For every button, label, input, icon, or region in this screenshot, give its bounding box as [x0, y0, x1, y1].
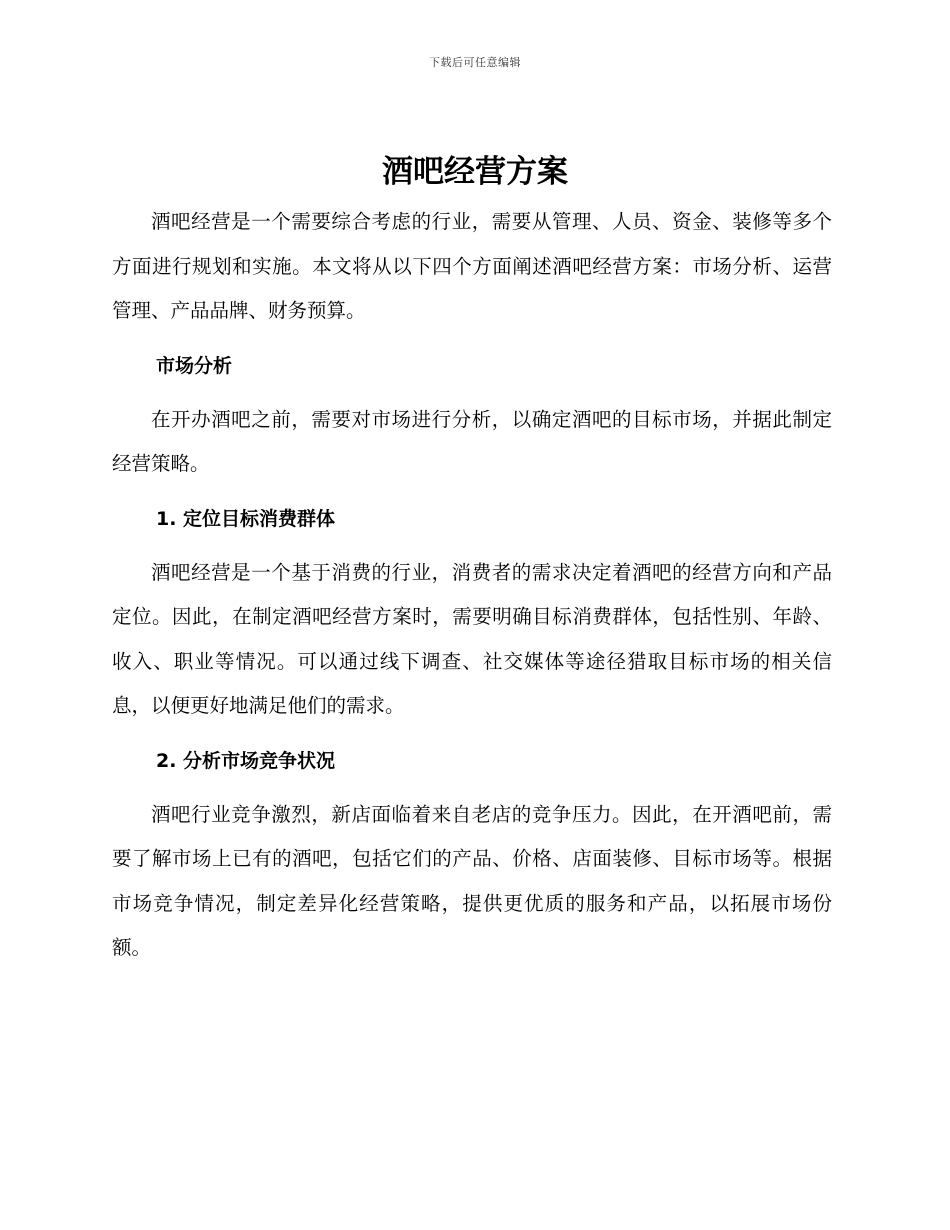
market-analysis-paragraph: 在开办酒吧之前，需要对市场进行分析，以确定酒吧的目标市场，并据此制定经营策略。 — [112, 407, 832, 475]
target-consumers-paragraph: 酒吧经营是一个基于消费的行业，消费者的需求决定着酒吧的经营方向和产品定位。因此，在制定酒吧经营方案时，需要明确目标消费群体，包括性别、年龄、收入、职业等情况。可以通过线下调查、社交媒体等途径猎取目标市场的相关信息，以便更好地满足他们的需求。 — [112, 560, 832, 717]
header-note: 下载后可任意编辑 — [429, 56, 521, 69]
subsection-heading-competition: 2. 分析市场竞争状况 — [156, 749, 336, 772]
document-title: 酒吧经营方案 — [382, 154, 568, 190]
document-body — [112, 200, 832, 981]
competition-paragraph: 酒吧行业竞争激烈，新店面临着来自老店的竞争压力。因此，在开酒吧前，需要了解市场上已有的酒吧，包括它们的产品、价格、店面装修、目标市场等。根据市场竞争情况，制定差异化经营策略，提供更优质的服务和产品，以拓展市场份额。 — [112, 802, 832, 959]
section-heading-market-analysis: 市场分析 — [156, 354, 233, 377]
intro-paragraph: 酒吧经营是一个需要综合考虑的行业，需要从管理、人员、资金、装修等多个方面进行规划和实施。本文将从以下四个方面阐述酒吧经营方案：市场分析、运营管理、产品品牌、财务预算。 — [112, 210, 832, 322]
subsection-heading-target-consumers: 1. 定位目标消费群体 — [156, 507, 336, 530]
